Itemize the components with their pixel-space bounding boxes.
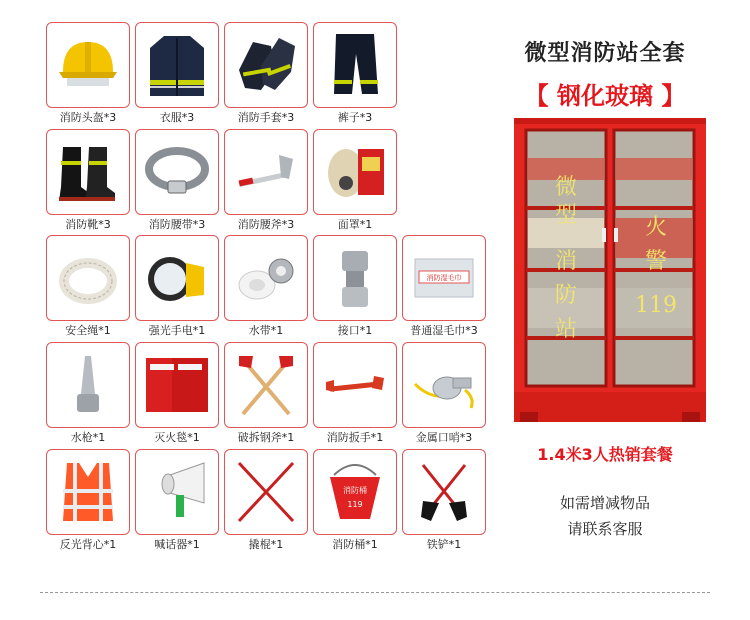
item-wrench[interactable] bbox=[313, 342, 399, 446]
item-label: 接口*1 bbox=[337, 324, 373, 337]
belt-icon bbox=[142, 137, 212, 207]
item-shovels[interactable] bbox=[402, 449, 488, 553]
item-crowbar[interactable] bbox=[224, 449, 310, 553]
item-mask[interactable] bbox=[313, 129, 399, 233]
item-label: 破拆钢斧*1 bbox=[237, 431, 295, 444]
item-tile bbox=[402, 235, 486, 321]
item-label: 铁铲*1 bbox=[426, 538, 462, 551]
rope-icon bbox=[53, 243, 123, 313]
cabinet-char-6: 火 bbox=[644, 215, 668, 240]
item-coupling[interactable] bbox=[313, 235, 399, 339]
item-nozzle[interactable] bbox=[46, 342, 132, 446]
crowbar-icon bbox=[231, 457, 301, 527]
item-tile bbox=[224, 342, 308, 428]
cabinet-char-7: 警 bbox=[644, 249, 668, 274]
dashed-divider bbox=[40, 592, 710, 593]
jacket-icon bbox=[142, 30, 212, 100]
item-tile bbox=[224, 129, 308, 215]
item-tile bbox=[313, 235, 397, 321]
item-flashlight[interactable] bbox=[135, 235, 221, 339]
helmet-icon bbox=[53, 30, 123, 100]
cabinet-char-4: 防 bbox=[554, 283, 578, 308]
item-rope[interactable] bbox=[46, 235, 132, 339]
item-label: 水枪*1 bbox=[70, 431, 106, 444]
item-label: 喊话器*1 bbox=[154, 538, 200, 551]
item-tile bbox=[135, 22, 219, 108]
cabinet-char-5: 站 bbox=[554, 317, 578, 342]
item-pants[interactable] bbox=[313, 22, 399, 126]
item-label: 普通湿毛巾*3 bbox=[410, 324, 478, 337]
towel-print: 消防湿毛巾 bbox=[426, 274, 462, 282]
item-helmet[interactable] bbox=[46, 22, 132, 126]
axes-icon bbox=[231, 350, 301, 420]
item-tile bbox=[313, 342, 397, 428]
note-line-1: 如需增减物品 bbox=[559, 494, 650, 512]
item-tile bbox=[135, 235, 219, 321]
item-hose[interactable] bbox=[224, 235, 310, 339]
wrench-icon bbox=[320, 350, 390, 420]
item-whistle[interactable] bbox=[402, 342, 488, 446]
towel-icon bbox=[409, 243, 479, 313]
item-tile bbox=[46, 235, 130, 321]
gloves-icon bbox=[231, 30, 301, 100]
cabinet-char-3: 消 bbox=[554, 249, 578, 274]
item-axes[interactable] bbox=[224, 342, 310, 446]
equipment-grid bbox=[46, 22, 491, 557]
item-tile bbox=[224, 449, 308, 535]
promo-text: 1.4米3人热销套餐 bbox=[537, 445, 673, 464]
item-label: 衣服*3 bbox=[159, 111, 195, 124]
item-label: 面罩*1 bbox=[337, 218, 373, 231]
item-label: 撬棍*1 bbox=[248, 538, 284, 551]
item-fire-blanket[interactable] bbox=[135, 342, 221, 446]
cabinet-char-2: 型 bbox=[554, 203, 578, 228]
item-boots[interactable] bbox=[46, 129, 132, 233]
mask-icon bbox=[320, 137, 390, 207]
cabinet-char-1: 微 bbox=[554, 175, 578, 200]
item-belt[interactable] bbox=[135, 129, 221, 233]
item-tile bbox=[46, 22, 130, 108]
item-tile bbox=[402, 342, 486, 428]
item-label: 消防手套*3 bbox=[237, 111, 295, 124]
cabinet-number: 119 bbox=[635, 293, 677, 318]
coupling-icon bbox=[320, 243, 390, 313]
bucket-print-line1: 消防桶 bbox=[343, 486, 367, 495]
item-tile bbox=[135, 342, 219, 428]
item-waist-axe[interactable] bbox=[224, 129, 310, 233]
item-label: 金属口哨*3 bbox=[415, 431, 473, 444]
fire-blanket-icon bbox=[142, 350, 212, 420]
item-label: 消防靴*3 bbox=[65, 218, 111, 231]
item-tile bbox=[135, 449, 219, 535]
item-tile bbox=[46, 449, 130, 535]
item-tile bbox=[402, 449, 486, 535]
item-label: 消防头盔*3 bbox=[59, 111, 117, 124]
bucket-print-line2: 119 bbox=[347, 500, 363, 509]
item-tile bbox=[313, 449, 397, 535]
bucket-icon bbox=[320, 457, 390, 527]
item-gloves[interactable] bbox=[224, 22, 310, 126]
item-label: 强光手电*1 bbox=[148, 324, 206, 337]
whistle-icon bbox=[409, 350, 479, 420]
item-tile bbox=[46, 129, 130, 215]
product-title: 微型消防站全套 bbox=[524, 41, 686, 66]
boots-icon bbox=[53, 137, 123, 207]
megaphone-icon bbox=[142, 457, 212, 527]
item-tile bbox=[135, 129, 219, 215]
item-tile bbox=[46, 342, 130, 428]
shovels-icon bbox=[409, 457, 479, 527]
nozzle-icon bbox=[53, 350, 123, 420]
waist-axe-icon bbox=[231, 137, 301, 207]
item-label: 消防桶*1 bbox=[332, 538, 378, 551]
item-tile bbox=[224, 235, 308, 321]
item-label: 裤子*3 bbox=[337, 111, 373, 124]
item-label: 消防扳手*1 bbox=[326, 431, 384, 444]
item-label: 水带*1 bbox=[248, 324, 284, 337]
cabinet-image bbox=[514, 118, 706, 422]
item-tile bbox=[313, 129, 397, 215]
flashlight-icon bbox=[142, 243, 212, 313]
item-jacket[interactable] bbox=[135, 22, 221, 126]
item-vest[interactable] bbox=[46, 449, 132, 553]
item-megaphone[interactable] bbox=[135, 449, 221, 553]
note-line-2: 请联系客服 bbox=[567, 520, 643, 538]
item-bucket[interactable] bbox=[313, 449, 399, 553]
item-towel[interactable] bbox=[402, 235, 488, 339]
product-subtitle: 【 钢化玻璃 】 bbox=[524, 82, 686, 110]
item-label: 灭火毯*1 bbox=[154, 431, 200, 444]
vest-icon bbox=[53, 457, 123, 527]
item-label: 安全绳*1 bbox=[65, 324, 111, 337]
item-label: 消防腰带*3 bbox=[148, 218, 206, 231]
item-label: 反光背心*1 bbox=[59, 538, 117, 551]
item-tile bbox=[313, 22, 397, 108]
item-tile bbox=[224, 22, 308, 108]
hose-icon bbox=[231, 243, 301, 313]
item-label: 消防腰斧*3 bbox=[237, 218, 295, 231]
pants-icon bbox=[320, 30, 390, 100]
